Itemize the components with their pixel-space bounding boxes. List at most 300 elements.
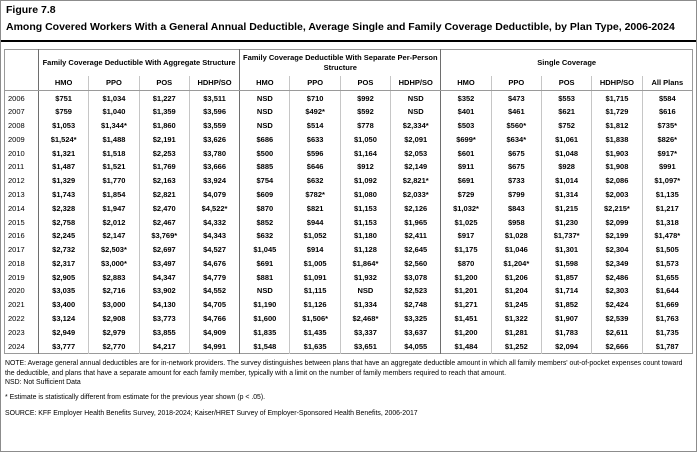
value-cell: $4,909 — [189, 325, 239, 339]
value-cell: $3,666 — [189, 160, 239, 174]
year-cell: 2010 — [8, 148, 25, 158]
year-column-header — [5, 49, 39, 90]
value-cell: $2,253 — [139, 146, 189, 160]
value-cell: $2,053 — [391, 146, 441, 160]
value-cell: $2,697 — [139, 243, 189, 257]
value-cell: $1,014 — [541, 174, 591, 188]
value-cell: $1,180 — [340, 229, 390, 243]
value-cell: $3,400 — [39, 298, 89, 312]
value-cell: $2,091 — [391, 132, 441, 146]
value-cell: $1,524* — [39, 132, 89, 146]
value-cell: $2,883 — [89, 270, 139, 284]
value-cell: $917 — [441, 229, 491, 243]
value-cell: $1,271 — [441, 298, 491, 312]
value-cell: $596 — [290, 146, 340, 160]
value-cell: $2,003 — [592, 188, 642, 202]
value-cell: $2,758 — [39, 215, 89, 229]
value-cell: $2,539 — [592, 312, 642, 326]
table-row — [5, 229, 693, 243]
value-cell: $592 — [340, 105, 390, 119]
value-cell: $4,347 — [139, 270, 189, 284]
value-cell: $1,835 — [240, 325, 290, 339]
value-cell: $473 — [491, 91, 541, 105]
value-cell: $4,991 — [189, 339, 239, 353]
value-cell: $646 — [290, 160, 340, 174]
table-row — [5, 188, 693, 202]
table-row — [5, 174, 693, 188]
value-cell: $752 — [541, 119, 591, 133]
value-cell: $2,979 — [89, 325, 139, 339]
value-cell: $2,732 — [39, 243, 89, 257]
value-cell: $3,780 — [189, 146, 239, 160]
value-cell: $1,028 — [491, 229, 541, 243]
value-cell: $4,332 — [189, 215, 239, 229]
value-cell: $2,303 — [592, 284, 642, 298]
value-cell: $1,852 — [541, 298, 591, 312]
value-cell: $1,230 — [541, 215, 591, 229]
value-cell: $1,488 — [89, 132, 139, 146]
table-row — [5, 132, 693, 146]
value-cell: $1,435 — [290, 325, 340, 339]
asterisk-note: * Estimate is statistically different from estimate for the previous year shown (p < .05). — [5, 393, 266, 401]
value-cell: $3,124 — [39, 312, 89, 326]
value-cell: $503 — [441, 119, 491, 133]
value-cell: $1,050 — [340, 132, 390, 146]
value-cell: $3,000* — [89, 256, 139, 270]
value-cell: $2,470 — [139, 201, 189, 215]
value-cell: $821 — [290, 201, 340, 215]
year-cell: 2008 — [8, 121, 25, 131]
value-cell: $4,343 — [189, 229, 239, 243]
value-cell: $3,078 — [391, 270, 441, 284]
value-cell: $4,079 — [189, 188, 239, 202]
value-cell: $1,857 — [541, 270, 591, 284]
column-header: PPO — [89, 76, 139, 91]
value-cell: $2,334* — [391, 119, 441, 133]
value-cell: $1,903 — [592, 146, 642, 160]
year-cell: 2017 — [8, 245, 25, 255]
year-cell: 2006 — [8, 93, 25, 103]
value-cell: $1,506* — [290, 312, 340, 326]
value-cell: $3,626 — [189, 132, 239, 146]
year-cell: 2021 — [8, 300, 25, 310]
value-cell: $1,359 — [139, 105, 189, 119]
year-cell: 2024 — [8, 341, 25, 351]
value-cell: $1,783 — [541, 325, 591, 339]
value-cell: $2,523 — [391, 284, 441, 298]
year-cell: 2019 — [8, 272, 25, 282]
value-cell: $1,787 — [642, 339, 692, 353]
value-cell: $4,766 — [189, 312, 239, 326]
value-cell: $733 — [491, 174, 541, 188]
value-cell: $2,560 — [391, 256, 441, 270]
value-cell: $2,949 — [39, 325, 89, 339]
value-cell: $2,163 — [139, 174, 189, 188]
value-cell: NSD — [240, 105, 290, 119]
value-cell: $1,478* — [642, 229, 692, 243]
value-cell: $675 — [491, 160, 541, 174]
value-cell: $2,304 — [592, 243, 642, 257]
value-cell: $1,864* — [340, 256, 390, 270]
value-cell: $1,715 — [592, 91, 642, 105]
column-header: PPO — [290, 76, 340, 91]
value-cell: $1,518 — [89, 146, 139, 160]
value-cell: $2,349 — [592, 256, 642, 270]
value-cell: $1,245 — [491, 298, 541, 312]
value-cell: $2,012 — [89, 215, 139, 229]
value-cell: $1,318 — [642, 215, 692, 229]
value-cell: $928 — [541, 160, 591, 174]
table-row — [5, 215, 693, 229]
value-cell: $1,334 — [340, 298, 390, 312]
value-cell: $4,527 — [189, 243, 239, 257]
value-cell: $2,094 — [541, 339, 591, 353]
value-cell: $754 — [240, 174, 290, 188]
value-cell: $2,199 — [592, 229, 642, 243]
value-cell: $1,080 — [340, 188, 390, 202]
value-cell: $1,860 — [139, 119, 189, 133]
value-cell: $1,204* — [491, 256, 541, 270]
value-cell: NSD — [340, 284, 390, 298]
value-cell: $1,854 — [89, 188, 139, 202]
value-cell: NSD — [391, 91, 441, 105]
value-cell: $2,033* — [391, 188, 441, 202]
value-cell: $1,252 — [491, 339, 541, 353]
value-cell: $1,227 — [139, 91, 189, 105]
value-cell: $1,635 — [290, 339, 340, 353]
value-cell: $1,947 — [89, 201, 139, 215]
year-cell: 2020 — [8, 286, 25, 296]
value-cell: $1,484 — [441, 339, 491, 353]
deductible-table — [4, 49, 693, 354]
year-cell: 2022 — [8, 314, 25, 323]
value-cell: $3,337 — [340, 325, 390, 339]
value-cell: $3,769* — [139, 229, 189, 243]
column-header: PPO — [491, 76, 541, 91]
value-cell: $514 — [290, 119, 340, 133]
value-cell: $675 — [491, 146, 541, 160]
value-cell: $1,344* — [89, 119, 139, 133]
value-cell: $1,763 — [642, 312, 692, 326]
value-cell: $870 — [240, 201, 290, 215]
title-block — [1, 1, 696, 42]
value-cell: $2,821* — [391, 174, 441, 188]
value-cell: $691 — [240, 256, 290, 270]
value-cell: $2,666 — [592, 339, 642, 353]
table-body — [5, 91, 693, 354]
value-cell: NSD — [391, 105, 441, 119]
column-header: POS — [139, 76, 189, 91]
value-cell: $633 — [290, 132, 340, 146]
year-cell: 2018 — [8, 258, 25, 268]
table-row — [5, 325, 693, 339]
table-row — [5, 160, 693, 174]
column-header: HMO — [240, 76, 290, 91]
table-row — [5, 105, 693, 119]
value-cell: $461 — [491, 105, 541, 119]
value-cell: $911 — [441, 160, 491, 174]
value-cell: $917* — [642, 146, 692, 160]
value-cell: $881 — [240, 270, 290, 284]
value-cell: $352 — [441, 91, 491, 105]
value-cell: $1,669 — [642, 298, 692, 312]
group-header: Family Coverage Deductible With Separate Per-Person Structure — [240, 49, 441, 76]
value-cell: $3,855 — [139, 325, 189, 339]
value-cell: $1,061 — [541, 132, 591, 146]
value-cell: $1,487 — [39, 160, 89, 174]
value-cell: $1,965 — [391, 215, 441, 229]
value-cell: $1,598 — [541, 256, 591, 270]
value-cell: $560* — [491, 119, 541, 133]
value-cell: $778 — [340, 119, 390, 133]
value-cell: $1,644 — [642, 284, 692, 298]
value-cell: $609 — [240, 188, 290, 202]
column-header: HDHP/SO — [391, 76, 441, 91]
value-cell: $3,511 — [189, 91, 239, 105]
value-cell: $686 — [240, 132, 290, 146]
value-cell: $1,005 — [290, 256, 340, 270]
value-cell: $4,522* — [189, 201, 239, 215]
value-cell: $3,596 — [189, 105, 239, 119]
value-cell: $1,097* — [642, 174, 692, 188]
value-cell: $601 — [441, 146, 491, 160]
table-row — [5, 91, 693, 105]
value-cell: $1,908 — [592, 160, 642, 174]
value-cell: $2,424 — [592, 298, 642, 312]
value-cell: $2,770 — [89, 339, 139, 353]
table-row — [5, 119, 693, 133]
value-cell: $632 — [240, 229, 290, 243]
column-header: HMO — [441, 76, 491, 91]
table-row — [5, 201, 693, 215]
value-cell: $1,153 — [340, 201, 390, 215]
value-cell: $1,322 — [491, 312, 541, 326]
value-cell: $3,497 — [139, 256, 189, 270]
value-cell: $500 — [240, 146, 290, 160]
value-cell: $1,505 — [642, 243, 692, 257]
value-cell: $782* — [290, 188, 340, 202]
column-header: POS — [340, 76, 390, 91]
value-cell: $2,126 — [391, 201, 441, 215]
value-cell: $1,321 — [39, 146, 89, 160]
value-cell: $1,714 — [541, 284, 591, 298]
year-cell: 2009 — [8, 134, 25, 144]
value-cell: $3,000 — [89, 298, 139, 312]
value-cell: $4,705 — [189, 298, 239, 312]
column-header: POS — [541, 76, 591, 91]
value-cell: $3,559 — [189, 119, 239, 133]
figure-title: Among Covered Workers With a General Annual Deductible, Average Single and Family Coverage Deductible, by Plan Type, 2006-2024 — [6, 20, 675, 33]
value-cell: $1,206 — [491, 270, 541, 284]
value-cell: $1,164 — [340, 146, 390, 160]
figure-label: Figure 7.8 — [6, 4, 56, 16]
value-cell: $1,573 — [642, 256, 692, 270]
table-row — [5, 298, 693, 312]
value-cell: $1,046 — [491, 243, 541, 257]
value-cell: $1,034 — [89, 91, 139, 105]
value-cell: $914 — [290, 243, 340, 257]
year-cell: 2014 — [8, 203, 25, 213]
value-cell: $1,932 — [340, 270, 390, 284]
value-cell: $621 — [541, 105, 591, 119]
value-cell: $1,128 — [340, 243, 390, 257]
value-cell: $735* — [642, 119, 692, 133]
value-cell: $1,451 — [441, 312, 491, 326]
value-cell: $2,908 — [89, 312, 139, 326]
value-cell: $2,328 — [39, 201, 89, 215]
value-cell: $1,281 — [491, 325, 541, 339]
note-text: NOTE: Average general annual deductibles are for in-network providers. The survey distinguishes between plans that have an aggregate deductible amount in which all family members' out-of-pocket expenses count toward the deductible, and plans that have a separate amount for each family member, typically with a limit on the number of family members required to reach that amount. — [5, 359, 683, 377]
year-cell: 2012 — [8, 176, 25, 186]
nsd-note: NSD: Not Sufficient Data — [5, 379, 81, 387]
value-cell: $1,655 — [642, 270, 692, 284]
value-cell: $4,779 — [189, 270, 239, 284]
value-cell: $4,130 — [139, 298, 189, 312]
value-cell: $1,600 — [240, 312, 290, 326]
column-header: HMO — [39, 76, 89, 91]
value-cell: $2,147 — [89, 229, 139, 243]
value-cell: $2,748 — [391, 298, 441, 312]
value-cell: $2,905 — [39, 270, 89, 284]
value-cell: $1,040 — [89, 105, 139, 119]
value-cell: $2,486 — [592, 270, 642, 284]
value-cell: $1,548 — [240, 339, 290, 353]
value-cell: $2,821 — [139, 188, 189, 202]
year-cell: 2011 — [8, 162, 25, 172]
value-cell: $729 — [441, 188, 491, 202]
table-head — [5, 49, 693, 90]
value-cell: $1,204 — [491, 284, 541, 298]
value-cell: $1,737* — [541, 229, 591, 243]
column-header: HDHP/SO — [592, 76, 642, 91]
value-cell: $1,092 — [340, 174, 390, 188]
value-cell: $1,175 — [441, 243, 491, 257]
value-cell: $2,317 — [39, 256, 89, 270]
value-cell: $2,149 — [391, 160, 441, 174]
value-cell: $632 — [290, 174, 340, 188]
value-cell: $710 — [290, 91, 340, 105]
value-cell: $826* — [642, 132, 692, 146]
value-cell: $2,086 — [592, 174, 642, 188]
value-cell: $4,217 — [139, 339, 189, 353]
value-cell: $1,153 — [340, 215, 390, 229]
value-cell: $1,126 — [290, 298, 340, 312]
value-cell: $691 — [441, 174, 491, 188]
value-cell: $2,191 — [139, 132, 189, 146]
value-cell: $4,552 — [189, 284, 239, 298]
value-cell: $553 — [541, 91, 591, 105]
value-cell: $3,902 — [139, 284, 189, 298]
value-cell: $2,215* — [592, 201, 642, 215]
group-header: Single Coverage — [441, 49, 693, 76]
value-cell: $2,611 — [592, 325, 642, 339]
value-cell: $3,637 — [391, 325, 441, 339]
value-cell: $751 — [39, 91, 89, 105]
value-cell: $944 — [290, 215, 340, 229]
value-cell: $2,716 — [89, 284, 139, 298]
value-cell: $912 — [340, 160, 390, 174]
table-row — [5, 284, 693, 298]
value-cell: $4,055 — [391, 339, 441, 353]
value-cell: $492* — [290, 105, 340, 119]
value-cell: $2,099 — [592, 215, 642, 229]
value-cell: $799 — [491, 188, 541, 202]
year-cell: 2023 — [8, 327, 25, 337]
value-cell: $3,651 — [340, 339, 390, 353]
value-cell: $991 — [642, 160, 692, 174]
year-cell: 2015 — [8, 217, 25, 227]
column-header: HDHP/SO — [189, 76, 239, 91]
value-cell: $1,025 — [441, 215, 491, 229]
footnotes — [1, 356, 696, 418]
value-cell: $2,468* — [340, 312, 390, 326]
value-cell: $1,200 — [441, 325, 491, 339]
value-cell: $634* — [491, 132, 541, 146]
value-cell: $1,048 — [541, 146, 591, 160]
value-cell: $3,924 — [189, 174, 239, 188]
value-cell: NSD — [240, 119, 290, 133]
value-cell: $3,035 — [39, 284, 89, 298]
value-cell: $1,838 — [592, 132, 642, 146]
value-cell: $1,032* — [441, 201, 491, 215]
value-cell: $1,769 — [139, 160, 189, 174]
value-cell: $616 — [642, 105, 692, 119]
value-cell: $1,190 — [240, 298, 290, 312]
value-cell: $4,676 — [189, 256, 239, 270]
table-row — [5, 312, 693, 326]
source-note: SOURCE: KFF Employer Health Benefits Survey, 2018-2024; Kaiser/HRET Survey of Employer-Sponsored Health Benefits, 2006-2017 — [5, 409, 418, 417]
value-cell: $759 — [39, 105, 89, 119]
year-cell: 2013 — [8, 189, 25, 199]
table-row — [5, 243, 693, 257]
value-cell: $1,521 — [89, 160, 139, 174]
value-cell: $1,200 — [441, 270, 491, 284]
value-cell: $992 — [340, 91, 390, 105]
value-cell: $1,743 — [39, 188, 89, 202]
value-cell: $1,329 — [39, 174, 89, 188]
value-cell: $1,201 — [441, 284, 491, 298]
value-cell: $699* — [441, 132, 491, 146]
year-cell: 2016 — [8, 231, 25, 241]
value-cell: $1,053 — [39, 119, 89, 133]
table-row — [5, 270, 693, 284]
year-cell: 2007 — [8, 107, 25, 117]
value-cell: $1,770 — [89, 174, 139, 188]
value-cell: $584 — [642, 91, 692, 105]
value-cell: $843 — [491, 201, 541, 215]
value-cell: $3,773 — [139, 312, 189, 326]
group-header: Family Coverage Deductible With Aggregate Structure — [39, 49, 240, 76]
value-cell: $958 — [491, 215, 541, 229]
value-cell: $3,777 — [39, 339, 89, 353]
value-cell: $870 — [441, 256, 491, 270]
value-cell: $1,052 — [290, 229, 340, 243]
value-cell: $1,135 — [642, 188, 692, 202]
value-cell: $2,645 — [391, 243, 441, 257]
value-cell: $1,907 — [541, 312, 591, 326]
table-row — [5, 256, 693, 270]
value-cell: NSD — [240, 284, 290, 298]
value-cell: $1,045 — [240, 243, 290, 257]
table-row — [5, 146, 693, 160]
value-cell: $1,301 — [541, 243, 591, 257]
column-header: All Plans — [642, 76, 692, 91]
value-cell: $885 — [240, 160, 290, 174]
value-cell: NSD — [240, 91, 290, 105]
value-cell: $1,091 — [290, 270, 340, 284]
value-cell: $1,314 — [541, 188, 591, 202]
table-row — [5, 339, 693, 353]
